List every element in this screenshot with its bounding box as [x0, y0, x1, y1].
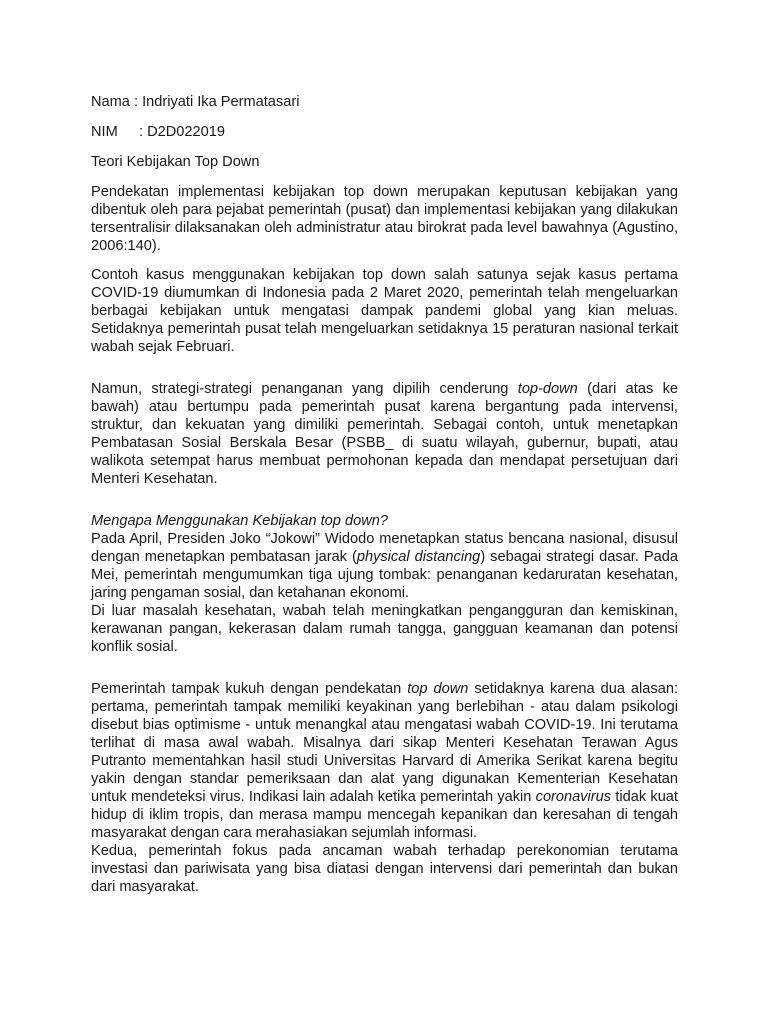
paragraph-example: Contoh kasus menggunakan kebijakan top down salah satunya sejak kasus pertama COVID-19 diumumkan di Indonesia pada 2 Maret 2020, pemerintah telah mengeluarkan berbagai kebijakan untuk mengatasi dampak pandemi global yang kian meluas. Setidaknya pemerintah pusat telah mengeluarkan setidaknya 15 peraturan nasional terkait wabah sejak Februari.: [91, 267, 678, 355]
paragraph-strategy-emphasis: top-down: [517, 381, 578, 397]
paragraph-reasons-text-2: setidaknya karena dua alasan: pertama, pemerintah tampak memiliki keyakinan yang berlebihan - atau dalam psikologi disebut bias optimisme - untuk menangkal atau mengatasi wabah COVID-19. Ini terutama terlihat di masa awal wabah. Misalnya dari sikap Menteri Kesehatan Terawan Agus Putranto mementahkan hasil studi Universitas Harvard di Amerika Serikat karena begitu yakin dengan standar pemeriksaan dan alat yang digunakan Kementerian Kesehatan untuk mendeteksi virus. Indikasi lain adalah ketika pemerintah yakin: [91, 681, 678, 805]
paragraph-april-text-1: Pada April, Presiden Joko “Jokowi” Widodo menetapkan status bencana nasional, disusul dengan menetapkan pembatasan jarak (: [91, 531, 678, 565]
paragraph-april-emphasis: physical distancing: [356, 549, 481, 565]
paragraph-strategy: [91, 380, 678, 488]
section-subheading: Mengapa Menggunakan Kebijakan top down?: [91, 513, 388, 529]
nim-label: NIM: [91, 124, 118, 140]
nim-value: : D2D022019: [139, 124, 226, 140]
paragraph-impact: Di luar masalah kesehatan, wabah telah meningkatkan pengangguran dan kemiskinan, kerawanan pangan, kekerasan dalam rumah tangga, gangguan keamanan dan potensi konflik sosial.: [91, 603, 678, 655]
paragraph-second-reason: Kedua, pemerintah fokus pada ancaman wabah terhadap perekonomian terutama investasi dan pariwisata yang bisa diatasi dengan intervensi dari pemerintah dan bukan dari masyarakat.: [91, 843, 678, 895]
paragraph-april: [91, 530, 678, 602]
paragraph-definition: Pendekatan implementasi kebijakan top down merupakan keputusan kebijakan yang dibentuk oleh para pejabat pemerintah (pusat) dan implementasi kebijakan yang dilakukan tersentralisir dilaksanakan oleh administratur atau birokrat pada level bawahnya (Agustino, 2006:140).: [91, 184, 678, 254]
paragraph-reasons-emphasis-1: top down: [407, 681, 469, 697]
document-title: Teori Kebijakan Top Down: [91, 154, 260, 170]
student-nim: [91, 123, 678, 141]
paragraph-april-text-2: ) sebagai strategi dasar. Pada Mei, pemerintah mengumumkan tiga ujung tombak: penanganan kedaruratan kesehatan, jaring pengaman sosial, dan ketahanan ekonomi.: [91, 549, 678, 601]
paragraph-reasons: [91, 680, 678, 842]
paragraph-strategy-text-2: (dari atas ke bawah) atau bertumpu pada pemerintah pusat karena bergantung pada intervensi, struktur, dan kekuatan yang dimiliki pemerintah. Sebagai contoh, untuk menetapkan Pembatasan Sosial Berskala Besar (PSBB_ di suatu wilayah, gubernur, bupati, atau walikota setempat harus membuat permohonan kepada dan mendapat persetujuan dari Menteri Kesehatan.: [91, 381, 678, 487]
student-name: Nama : Indriyati Ika Permatasari: [91, 94, 300, 110]
paragraph-strategy-text-1: Namun, strategi-strategi penanganan yang dipilih cenderung: [91, 381, 518, 397]
paragraph-reasons-text-3: tidak kuat hidup di iklim tropis, dan merasa mampu mencegah kepanikan dan keresahan di tengah masyarakat dengan cara merahasiakan sejumlah informasi.: [91, 789, 678, 841]
paragraph-reasons-text-1: Pemerintah tampak kukuh dengan pendekatan: [91, 681, 408, 697]
paragraph-reasons-emphasis-2: coronavirus: [535, 789, 612, 805]
